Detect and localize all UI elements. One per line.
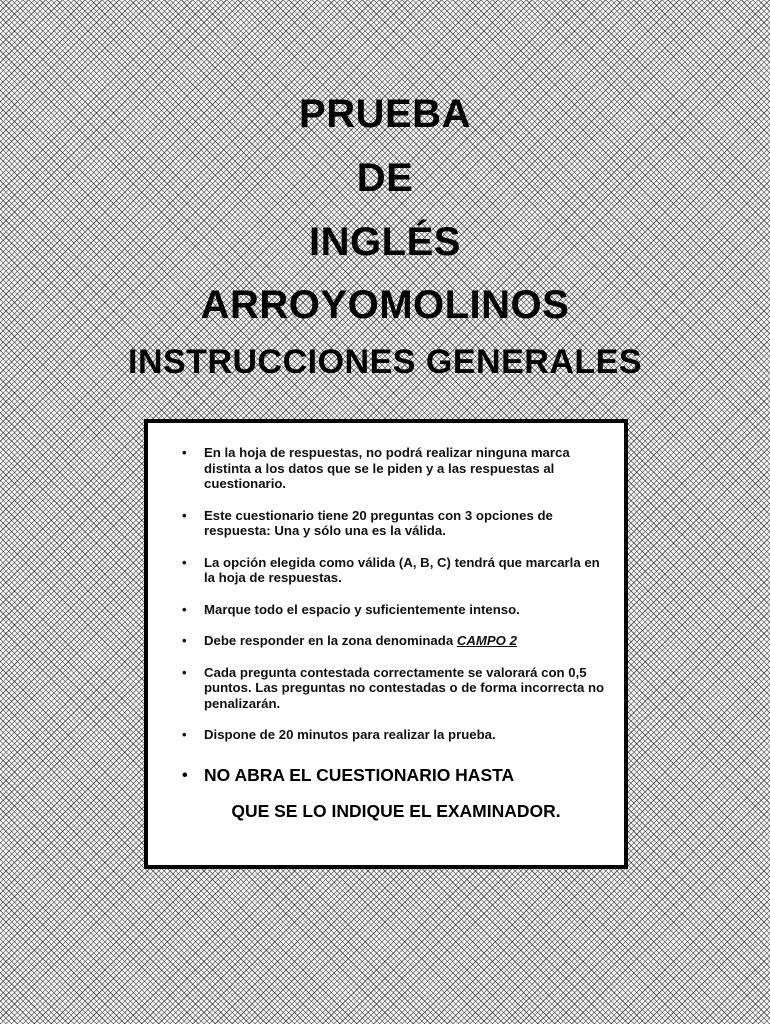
list-item-text: Debe responder en la zona denominada (204, 633, 457, 648)
bullet-icon: • (182, 445, 187, 460)
list-item (178, 665, 608, 712)
list-item-text: En la hoja de respuestas, no podrá realizar ninguna marca distinta a los datos que se le piden y a las respuestas al cuestionario. (204, 445, 570, 491)
bullet-icon: • (182, 633, 187, 648)
list-item-text: Dispone de 20 minutos para realizar la prueba. (204, 727, 496, 742)
title-line-ingles (0, 220, 770, 264)
bullet-icon: • (182, 601, 187, 617)
list-item-text: Este cuestionario tiene 20 preguntas con 3 opciones de respuesta: Una y sólo una es la válida. (204, 507, 553, 538)
title-text: INGLÉS (309, 220, 461, 264)
final-warning-line2: QUE SE LO INDIQUE EL EXAMINADOR. (231, 801, 561, 821)
final-warning-line1 (178, 765, 608, 785)
list-item (178, 727, 608, 743)
list-item-text: Cada pregunta contestada correctamente se valorará con 0,5 puntos. Las preguntas no contestadas o de forma incorrecta no penalizarán. (204, 664, 605, 711)
final-warning-text1: NO ABRA EL CUESTIONARIO HASTA (204, 765, 515, 785)
title-text: DE (356, 156, 414, 200)
instructions-box (144, 419, 628, 869)
list-item-text: La opción elegida como válida (A, B, C) tendrá que marcarla en la hoja de respuestas. (204, 554, 600, 585)
subtitle (0, 342, 770, 382)
subtitle-text: INSTRUCCIONES GENERALES (128, 343, 642, 381)
bullet-icon: • (182, 664, 187, 680)
title-line-prueba (0, 92, 770, 136)
title-line-arroyomolinos (0, 283, 770, 327)
list-item (178, 555, 608, 586)
list-item-text: Marque todo el espacio y suficientemente intenso. (204, 601, 520, 617)
title-text: ARROYOMOLINOS (200, 283, 570, 327)
list-item (178, 633, 608, 649)
bullet-icon: • (182, 507, 187, 523)
title-text: PRUEBA (299, 92, 471, 136)
bullet-icon: • (182, 554, 187, 570)
bullet-icon: • (182, 727, 187, 742)
list-item (178, 508, 608, 539)
final-warning (178, 765, 608, 821)
list-item (178, 445, 608, 492)
instructions-list (178, 445, 608, 759)
title-line-de (0, 156, 770, 200)
list-item (178, 602, 608, 618)
campo-label: CAMPO 2 (456, 633, 517, 648)
bullet-icon: • (182, 767, 188, 784)
